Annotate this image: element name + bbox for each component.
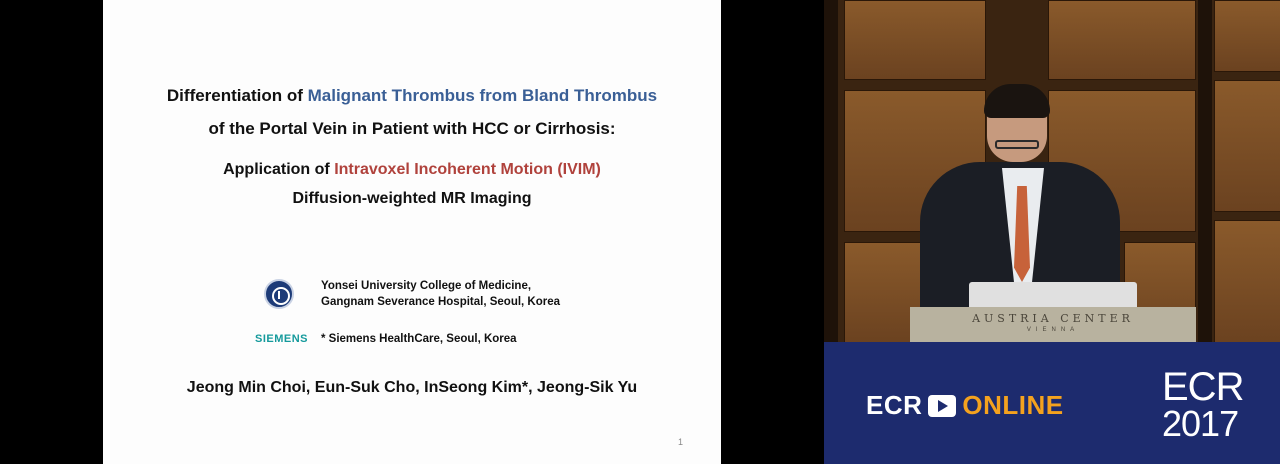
affiliation-line1: Yonsei University College of Medicine, [321, 280, 532, 292]
speaker-glasses [995, 140, 1039, 149]
speaker-hair [984, 84, 1050, 118]
slide-title-line2: of the Portal Vein in Patient with HCC or Cirrhosis: [208, 119, 616, 138]
subtitle-prefix: Application of [223, 161, 335, 178]
authors: Jeong Min Choi, Eun-Suk Cho, InSeong Kim*, Jeong-Sik Yu [186, 379, 638, 396]
wall-panel [844, 0, 986, 80]
ecr-year: 2017 [1162, 403, 1239, 444]
video-camera-icon [928, 395, 956, 417]
podium-subtext: VIENNA [1026, 327, 1080, 333]
wall-panel [1214, 80, 1280, 212]
title-highlight: Malignant Thrombus from Bland Thrombus [307, 86, 658, 105]
online-label: ONLINE [962, 390, 1064, 420]
presentation-slide [103, 0, 721, 464]
page-number: 1 [678, 437, 684, 447]
ecr-label: ECR [866, 390, 923, 420]
wall-post [824, 0, 838, 342]
podium-text: AUSTRIA CENTER [972, 312, 1134, 325]
yonsei-seal-icon [264, 279, 294, 309]
ecr-logo-text: ECR [1162, 365, 1244, 409]
title-prefix: Differentiation of [166, 86, 308, 105]
wall-panel [1214, 220, 1280, 342]
affiliation-line2: Gangnam Severance Hospital, Seoul, Korea [321, 296, 561, 308]
wall-panel [1214, 0, 1280, 72]
affiliation-siemens: * Siemens HealthCare, Seoul, Korea [321, 333, 517, 345]
slide-title-line1 [103, 86, 721, 106]
wall-panel [1048, 0, 1196, 80]
speaker-video [824, 0, 1280, 342]
subtitle-highlight: Intravoxel Incoherent Motion (IVIM) [334, 161, 601, 178]
ecr-banner [824, 342, 1280, 464]
ecr-online-logo [866, 390, 1064, 421]
wall-post [1198, 0, 1212, 342]
slide-subtitle-line1 [103, 161, 721, 179]
affiliation-yonsei [321, 278, 560, 310]
siemens-logo: SIEMENS [255, 333, 309, 345]
slide-subtitle-line2: Diffusion-weighted MR Imaging [292, 190, 532, 207]
